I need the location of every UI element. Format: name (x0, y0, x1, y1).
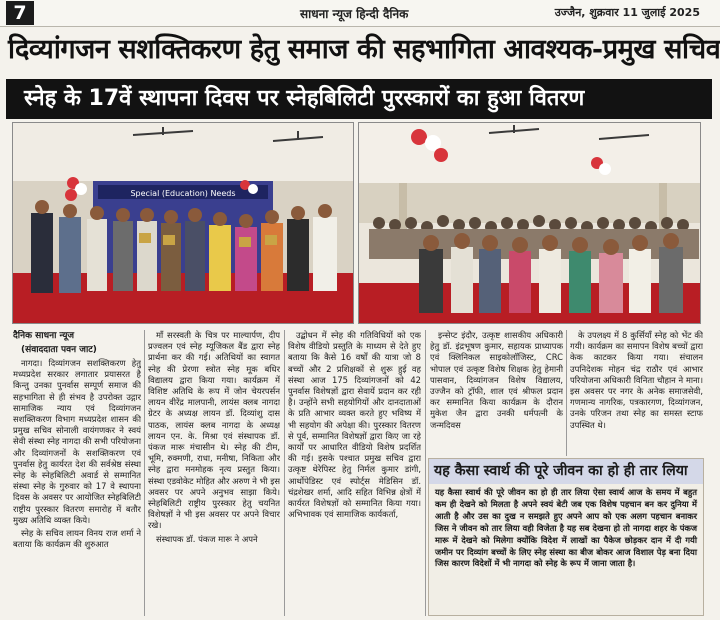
article-column-1 (13, 330, 141, 616)
side-story-box (428, 458, 704, 616)
article-paragraph: के उपलक्ष्य में 8 कुर्सियाँ स्नेह को भेंट की गयी। कार्यक्रम का समापन विशेष बच्चों द्वारा केक काटकर किया गया। संचालन उपनिदेशक मोहन चंद्र राठौर एवं आभार परियोजना अधिकारी विनिता चौहान ने माना। इस अवसर पर नगर के अनेक समाजसेवी, गणमान्य नागरिक, पत्रकारगण, दिव्यांगजन, उनके परिजन तथा स्नेह का समस्त स्टाफ उपस्थित थे। (570, 330, 703, 430)
column-rule (284, 330, 285, 616)
article-column-2 (148, 330, 280, 616)
article-paragraph: नागदा। दिव्यांगजन सशक्तिकरण हेतु मध्यप्रदेश सरकार लगातार प्रयासरत है किन्तु उनका पुनर्वास सम्पूर्ण समाज की सहभागिता से ही संभव है उपरोक्त उद्गार सामाजिक न्याय एवं दिव्यांगजन सशक्तिकरण विभाग मध्यप्रदेश शासन की प्रमुख सचिव सोनाली वायंगणकर ने स्वयं सेवी संस्था स्नेह नागदा की सभी परियोजना और दिव्यांगजनों के सशक्तिकरण एवं पुनर्वास हेतु कार्यरत देश की सर्वश्रेष्ठ संस्था स्नेह के स्नेहबिलिटी अवार्ड से सम्मानित संस्था स्नेह के गुरुवार को 17 वे स्थापना दिवस के अवसर पर आयोजित स्नेहबिलिटी राष्ट्रीय पुरस्कार वितरण समारोह में बतौर मुख्य अतिथि व्यक्त किये। (13, 358, 141, 525)
article-column-5 (570, 330, 703, 458)
side-story-body: यह कैसा स्वार्थ की पूरे जीवन का हो ही तार लिया ऐसा स्वार्थ आज के समय में बहुत कम ही देखने को मिलता है अपने स्वयं बेटी जब एक विशेष पहचान बन कर दुनिया में आती है और उस का दुख न समझते हुए अपने आप को एक अलग पहचान बनाकर जिस ने जीवन को तार लिया वही विजेता है यह सब देखना हो तो नागदा शहर के पंकज मारू में देखने को मिलेगा क्योंकि विदेश में लाखों का पैकेज छोड़कर दान में दी गयी जमीन पर दिव्यांग बच्चों के लिए स्नेह संस्था का बीज बोकर आज विशाल पेड़ बना दिया जिस कारण विदेशों में भी नागदा को स्नेह के रूप में जाना जाता है। (435, 487, 697, 569)
byline: दैनिक साधना न्यूज (13, 331, 75, 341)
side-story-title: यह कैसा स्वार्थ की पूरे जीवन का हो ही तार लिया (429, 459, 703, 484)
photo-award-ceremony-illustration (13, 123, 354, 324)
article-paragraph: माँ सरस्वती के चित्र पर माल्यार्पण, दीप प्रज्वलन एवं स्नेह म्यूजिकल बैंड द्वारा स्नेह प्रार्थना कर की गई। अतिथियों का स्वागत स्नेह की प्रेरणा स्त्रोत स्नेह मूक बधिर विद्यालय द्वारा किया गया। कार्यक्रम में विशिष्ट अतिथि के रूप में जोन चेयरपर्सन लायन वीरेंद्र मालपानी, लायंस क्लब नागदा ग्रेटर के अध्यक्ष लायन डॉ. दिव्यांशु दास पाठक, लायंस क्लब नागदा के अध्यक्ष लायन एन. के. मिश्रा एवं संस्थापक डॉ. पंकज मारू मंचासीन थे। स्नेह की टीम, भूमि, रुक्मणी, राधा, मनीषा, निकिता और स्नेह द्वारा मनमोहक नृत्य प्रस्तुत किया। संस्था एडवोकेट मोहित और अरुण ने भी इस अवसर पर अपने अनुभव साझा किये। स्नेहबिलिटी राष्ट्रीय पुरस्कार हेतु चयनित विशेषज्ञों ने भी इस अवसर पर अपने विचार रखे। (148, 330, 280, 531)
article-paragraph: इन्सेप्ट इंदौर, उत्कृष्ट शासकीय अधिकारी हेतु डॉ. इंद्रभूषण कुमार, सहायक प्राध्यापक एवं क्लिनिकल साइकोलॉजिस्ट, CRC भोपाल एवं उत्कृष्ट विशेष शिक्षक हेतु हेमानी पासवान, दिव्यांगजन विशेष विद्यालय, उज्जैन को ट्रॉफी, शाल एवं श्रीफल प्रदान कर सम्मानित किया कार्यक्रम के दौरान मुकेश जैन द्वारा उनकी धर्मपत्नी के जन्मदिवस (430, 330, 563, 430)
byline-reporter: (संवाददाता पवन जाट) (21, 345, 97, 355)
article-paragraph: संस्थापक डॉ. पंकज मारू ने अपने (156, 533, 258, 544)
subheadline: स्नेह के 17वें स्थापना दिवस पर स्नेहबिलिटी पुरस्कारों का हुआ वितरण (6, 79, 712, 119)
photo-audience (358, 122, 701, 324)
photo-audience-illustration (359, 123, 701, 324)
column-rule (425, 330, 426, 616)
photo-award-ceremony (12, 122, 354, 324)
masthead (0, 0, 720, 27)
headline: दिव्यांगजन सशक्तिकरण हेतु समाज की सहभागिता आवश्यक-प्रमुख सचिव (8, 34, 720, 65)
article-paragraph: स्नेह के सचिव लायन विनय राज शर्मा ने बताया कि कार्यक्रम की शुरुआत (13, 528, 141, 550)
article-column-4 (430, 330, 563, 458)
page-number: 7 (6, 1, 34, 25)
newspaper-name: साधना न्यूज हिन्दी दैनिक (300, 7, 409, 21)
article-paragraph: उद्बोधन में स्नेह की गतिविधियों को एक विशेष वीडियो प्रस्तुति के माध्यम से देते हुए बताया कि कैसे 16 वर्षों की यात्रा जो 8 बच्चों और 2 प्रशिक्षकों से शुरू हुई वह संस्था आज 175 दिव्यांगजनों को 42 पुनर्वास विशेषज्ञों द्वारा सेवायें प्रदान कर रही है। उन्होंने सभी सहयोगियों और दानदाताओं के प्रति आभार व्यक्त करते हुए भविष्य में भी सहयोग की अपेक्षा की। पुरस्कार वितरण से पूर्व, सम्मानित विशेषज्ञों द्वारा किए जा रहे कार्यों पर आधारित वीडियो विशेष प्रदर्शित की गई। इसके पश्चात प्रमुख सचिव द्वारा उत्कृष्ट थेरेपिस्ट हेतु निर्मल कुमार डांगी, आर्थोपेडिस्ट एवं स्पोर्ट्स मेडिसिन डॉ. चंद्रशेखर शर्मा, आदि सहित विभिन्न क्षेत्रों में कार्यरत विशेषज्ञों को सम्मानित किया गया। अभिभावक एवं सामाजिक कार्यकर्ता, (288, 330, 421, 520)
article-column-3 (288, 330, 421, 616)
stage-banner-text: Special (Education) Needs (130, 189, 236, 198)
column-rule (144, 330, 145, 616)
dateline: उज्जैन, शुक्रवार 11 जुलाई 2025 (554, 6, 700, 19)
column-rule (566, 330, 567, 456)
